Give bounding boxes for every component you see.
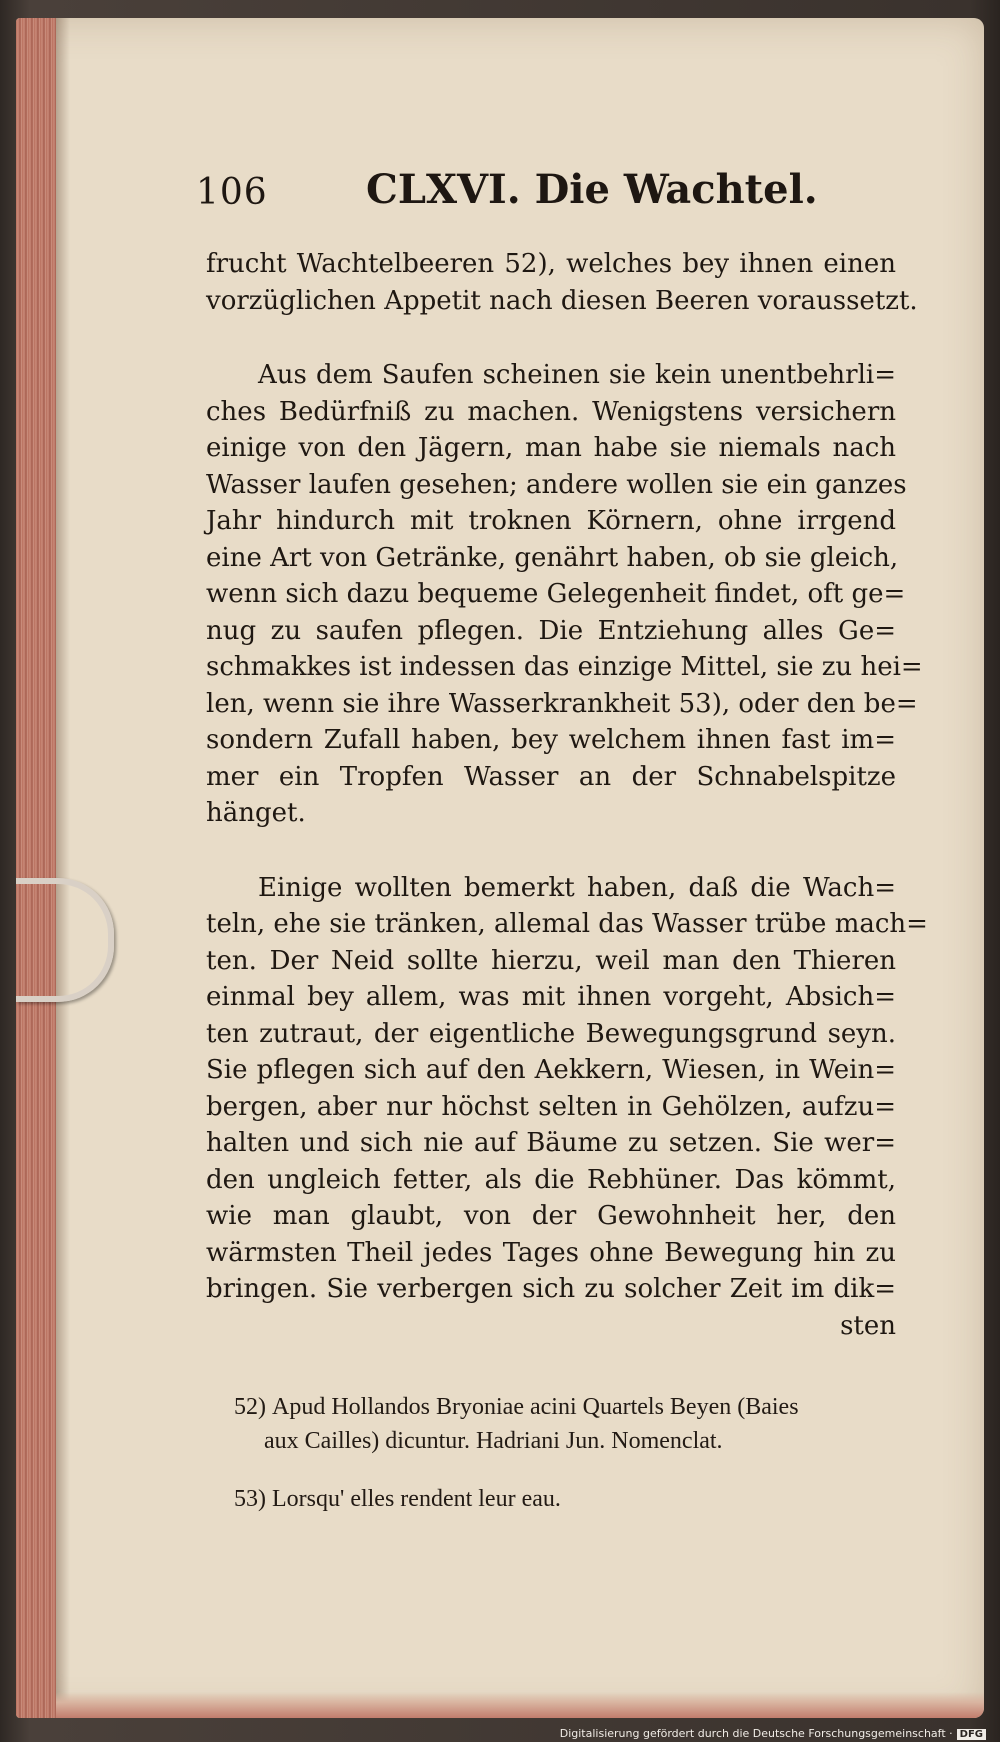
text-line: nug zu saufen pflegen. Die Entziehung alles Ge= — [206, 615, 896, 646]
dfg-logo: DFG — [957, 1729, 986, 1740]
footnote — [234, 1482, 894, 1516]
page-gutter-shadow — [56, 18, 70, 1718]
text-line: einige von den Jägern, man habe sie niemals nach — [206, 433, 896, 463]
text-line: vorzüglichen Appetit nach diesen Beeren voraussetzt. — [206, 285, 918, 316]
chapter-title: CLXVI. Die Wachtel. — [366, 166, 818, 213]
credit-text: Digitalisierung gefördert durch die Deutsche Forschungsgemeinschaft · — [559, 1727, 953, 1740]
digitization-credit — [560, 1727, 986, 1740]
text-line: ches Bedürfniß zu machen. Wenigstens versichern — [206, 396, 896, 427]
text-line: ten. Der Neid sollte hierzu, weil man den Thieren — [206, 945, 896, 976]
text-line: bergen, aber nur höchst selten in Gehölzen, aufzu= — [206, 1091, 896, 1122]
text-line: hänget. — [206, 798, 306, 828]
page-edges-stack — [16, 18, 56, 1718]
text-line: den ungleich fetter, als die Rebhüner. Das kömmt, — [206, 1164, 896, 1195]
text-line: einmal bey allem, was mit ihnen vorgeht, Absich= — [206, 982, 896, 1012]
book-page — [16, 18, 984, 1718]
footnote-text: Apud Hollandos Bryoniae acini Quartels Beyen (Baies — [272, 1394, 799, 1420]
body-text — [206, 246, 928, 1344]
text-line: ten zutraut, der eigentliche Bewegungsgrund seyn. — [206, 1018, 896, 1049]
text-line: bringen. Sie verbergen sich zu solcher Zeit im dik= — [206, 1274, 896, 1304]
text-line: eine Art von Getränke, genährt haben, ob sie gleich, — [206, 542, 899, 573]
text-line: len, wenn sie ihre Wasserkrankheit 53), oder den be= — [206, 688, 918, 719]
running-head — [196, 166, 818, 226]
page-number: 106 — [196, 172, 268, 213]
footnote-text-continued: aux Cailles) dicuntur. Hadriani Jun. Nomenclat. — [264, 1428, 723, 1454]
text-line: teln, ehe sie tränken, allemal das Wasser trübe mach= — [206, 909, 928, 939]
catchword: sten — [840, 1310, 896, 1341]
text-line: mer ein Tropfen Wasser an der Schnabelspitze — [206, 761, 896, 792]
page-bottom-edge — [56, 1692, 984, 1718]
text-line: wenn sich dazu bequeme Gelegenheit findet, oft ge= — [206, 579, 906, 609]
footnote — [234, 1390, 894, 1458]
text-line: halten und sich nie auf Bäume zu setzen. Sie wer= — [206, 1128, 896, 1158]
paragraph — [206, 357, 923, 832]
paragraph — [206, 246, 918, 319]
footnote-mark: 52) — [234, 1394, 266, 1420]
text-line: Sie pflegen sich auf den Aekkern, Wiesen, in Wein= — [206, 1055, 896, 1085]
text-line: wärmsten Theil jedes Tages ohne Bewegung hin zu — [206, 1237, 896, 1268]
text-line: frucht Wachtelbeeren 52), welches bey ihnen einen — [206, 249, 896, 279]
text-line: Wasser laufen gesehen; andere wollen sie ein ganzes — [206, 469, 907, 500]
page-clip — [16, 878, 114, 1002]
text-line: Aus dem Saufen scheinen sie kein unentbehrli= — [258, 360, 896, 390]
footnotes — [234, 1390, 894, 1540]
footnote-text: Lorsqu' elles rendent leur eau. — [272, 1486, 561, 1512]
text-line: Einige wollten bemerkt haben, daß die Wach= — [258, 872, 896, 903]
text-line: sondern Zufall haben, bey welchem ihnen fast im= — [206, 725, 896, 755]
text-line: wie man glaubt, von der Gewohnheit her, den — [206, 1201, 896, 1231]
footnote-mark: 53) — [234, 1486, 266, 1512]
text-line: schmakkes ist indessen das einzige Mittel, sie zu hei= — [206, 652, 923, 682]
paragraph — [206, 870, 928, 1345]
text-line: Jahr hindurch mit troknen Körnern, ohne irrgend — [206, 506, 896, 536]
